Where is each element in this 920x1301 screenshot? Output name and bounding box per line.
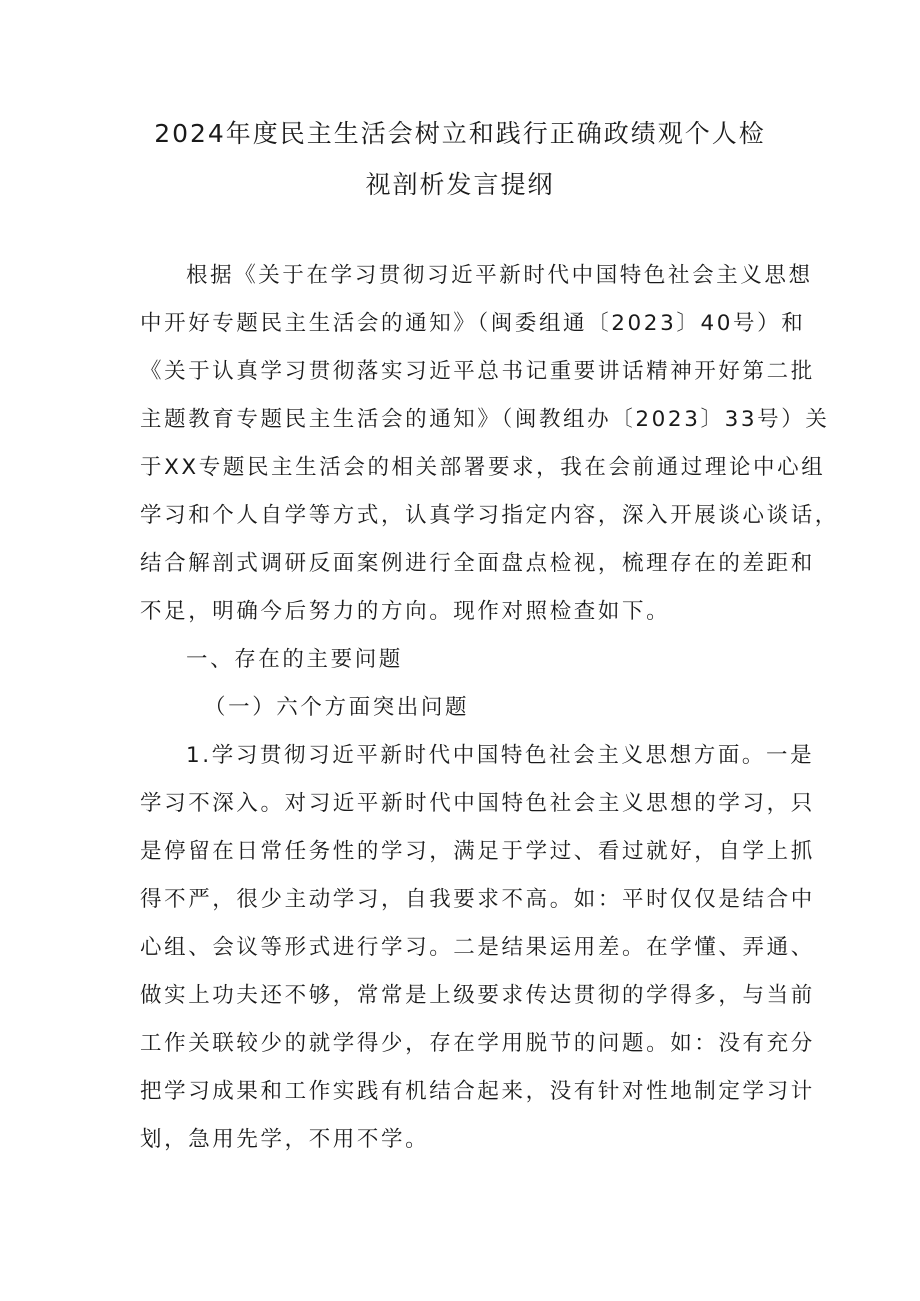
section-heading-block <box>140 636 800 732</box>
document-title-line-2: 视剖析发言提纲 <box>365 170 555 199</box>
item1-paragraph <box>140 732 815 1164</box>
item1-line: 做实上功夫还不够，常常是上级要求传达贯彻的学得多，与当前 <box>140 983 815 1008</box>
item1-line: 是停留在日常任务性的学习，满足于学过、看过就好，自学上抓 <box>140 839 815 864</box>
item1-line: 心组、会议等形式进行学习。二是结果运用差。在学懂、弄通、 <box>140 935 815 960</box>
item1-line: 1.学习贯彻习近平新时代中国特色社会主义思想方面。一是 <box>186 743 815 768</box>
intro-line: 于XX专题民主生活会的相关部署要求，我在会前通过理论中心组 <box>140 455 826 480</box>
intro-line: 不足，明确今后努力的方向。现作对照检查如下。 <box>140 599 671 624</box>
item1-line: 工作关联较少的就学得少，存在学用脱节的问题。如：没有充分 <box>140 1031 815 1056</box>
intro-line: 《关于认真学习贯彻落实习近平总书记重要讲话精神开好第二批 <box>140 359 815 384</box>
item1-line: 得不严，很少主动学习，自我要求不高。如：平时仅仅是结合中 <box>140 887 815 912</box>
intro-line: 学习和个人自学等方式，认真学习指定内容，深入开展谈心谈话， <box>140 503 839 528</box>
section-heading: 一、存在的主要问题 <box>186 647 403 672</box>
item1-line: 把学习成果和工作实践有机结合起来，没有针对性地制定学习计 <box>140 1079 815 1104</box>
item1-line: 划，急用先学，不用不学。 <box>140 1127 430 1152</box>
subsection-heading: （一）六个方面突出问题 <box>204 695 470 720</box>
document-title-line-1: 2024年度民主生活会树立和践行正确政绩观个人检 <box>154 119 766 148</box>
item1-line: 学习不深入。对习近平新时代中国特色社会主义思想的学习，只 <box>140 791 815 816</box>
intro-line: 结合解剖式调研反面案例进行全面盘点检视，梳理存在的差距和 <box>140 551 815 576</box>
intro-line: 根据《关于在学习贯彻习近平新时代中国特色社会主义思想 <box>186 263 813 288</box>
intro-paragraph <box>140 252 839 636</box>
intro-line: 主题教育专题民主生活会的通知》（闽教组办〔2023〕33号）关 <box>140 407 830 432</box>
intro-line: 中开好专题民主生活会的通知》（闽委组通〔2023〕40号）和 <box>140 311 806 336</box>
